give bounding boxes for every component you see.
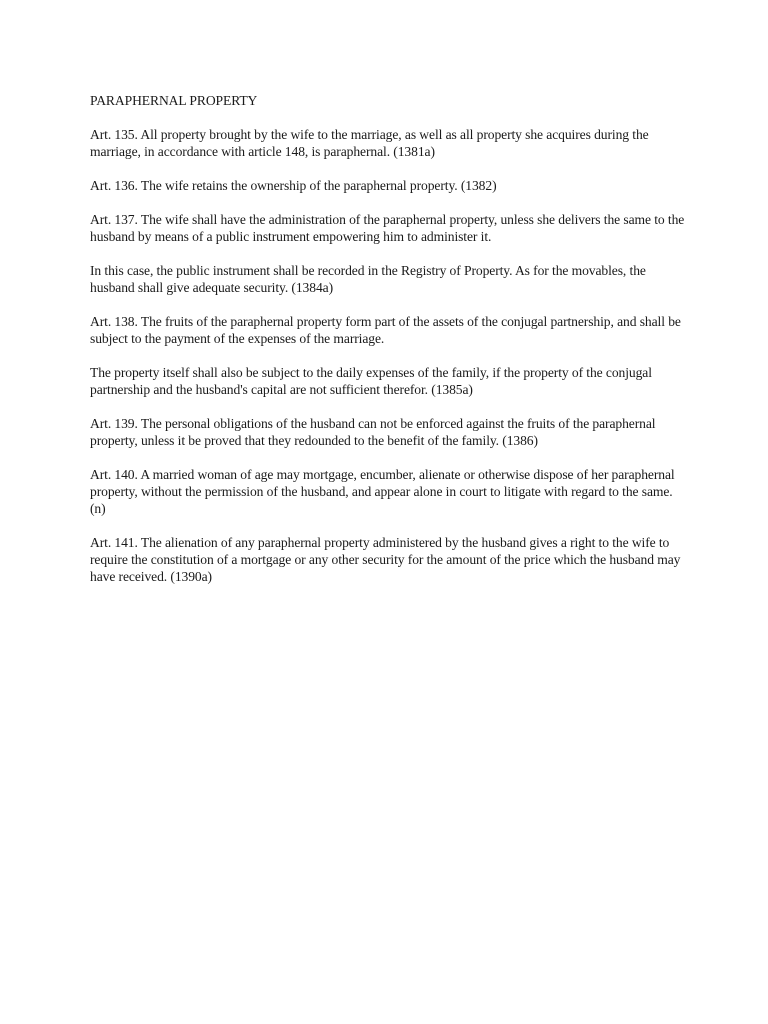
document-page xyxy=(90,92,690,602)
document-title: PARAPHERNAL PROPERTY xyxy=(90,93,258,108)
article-141: Art. 141. The alienation of any paraphernal property administered by the husband gives a right to the wife to require the constitution of a mortgage or any other security for the amount of the price which the husband may have received. (1390a) xyxy=(90,535,681,584)
article-138: Art. 138. The fruits of the paraphernal property form part of the assets of the conjugal partnership, and shall be subject to the payment of the expenses of the marriage. xyxy=(90,314,681,346)
article-138-continuation: The property itself shall also be subject to the daily expenses of the family, if the property of the conjugal partnership and the husband's capital are not sufficient therefor. (1385a) xyxy=(90,365,652,397)
article-136: Art. 136. The wife retains the ownership of the paraphernal property. (1382) xyxy=(90,178,497,193)
article-135: Art. 135. All property brought by the wife to the marriage, as well as all property she acquires during the marriage, in accordance with article 148, is paraphernal. (1381a) xyxy=(90,127,649,159)
article-140: Art. 140. A married woman of age may mortgage, encumber, alienate or otherwise dispose of her paraphernal property, without the permission of the husband, and appear alone in court to litigate with regard to the same. (n) xyxy=(90,467,675,516)
article-137: Art. 137. The wife shall have the administration of the paraphernal property, unless she delivers the same to the husband by means of a public instrument empowering him to administer it. xyxy=(90,212,685,244)
article-137-continuation: In this case, the public instrument shall be recorded in the Registry of Property. As for the movables, the husband shall give adequate security. (1384a) xyxy=(90,263,646,295)
article-139: Art. 139. The personal obligations of the husband can not be enforced against the fruits of the paraphernal property, unless it be proved that they redounded to the benefit of the family. (1386) xyxy=(90,416,656,448)
